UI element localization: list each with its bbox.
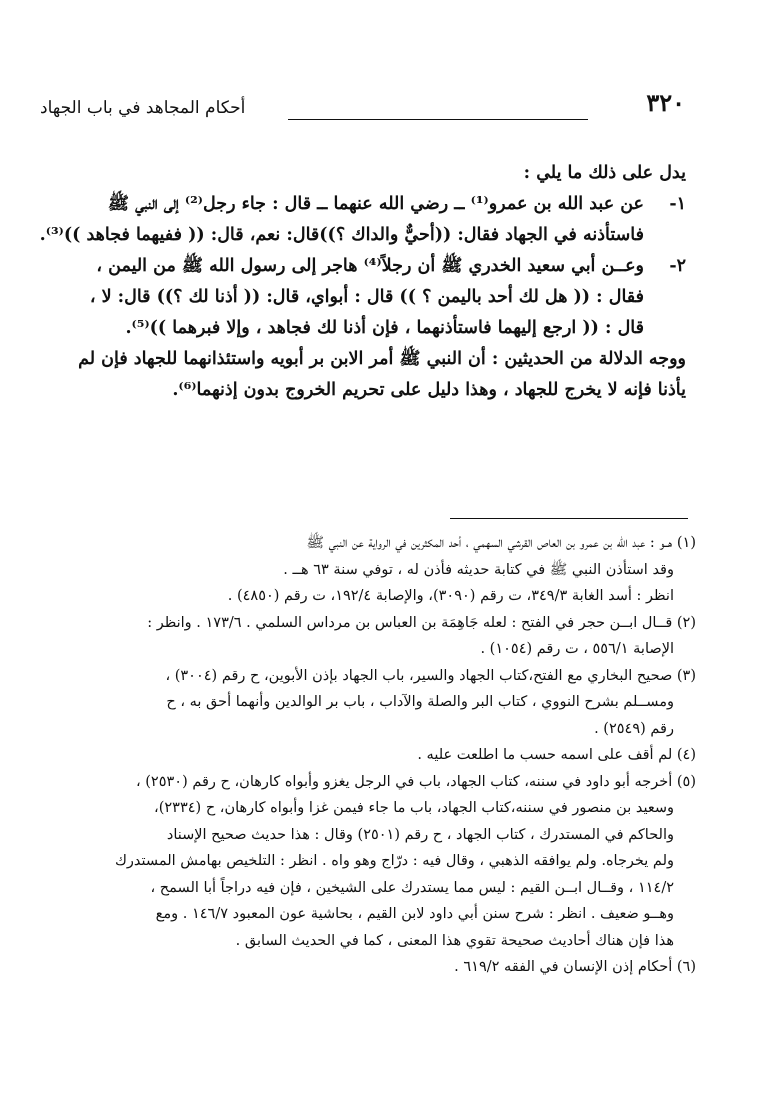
footnote-line: (٦) أحكام إذن الإنسان في الفقه ٦١٩/٢ .	[454, 959, 696, 975]
footnote	[44, 663, 696, 743]
item-line: فاستأذنه في الجهاد فقال: ((أحيٌّ والداك ؟))قال: نعم، قال: (( ففيهما فجاهد ))⁽³⁾.	[39, 225, 644, 245]
footnote-line: وسعيد بن منصور في سننه،كتاب الجهاد، باب ما جاء فيمن غزا وأبواه كارهان، ح (٢٣٣٤)،	[154, 800, 674, 816]
footnote-line: ولم يخرجاه. ولم يوافقه الذهبي ، وقال فيه : درّاج وهو واه . انظر : التلخيص بهامش المستدرك	[114, 853, 674, 869]
footnote-line: (١) هــو : عبد الله بن عمرو بن العاص القرشي السهمي ، أحد المكثرين في الرواية عن النبي ﷺ	[306, 535, 696, 551]
item-line: فقال : (( هل لك أحد باليمن ؟ )) قال : أبواي، قال: (( أذنا لك ؟)) قال: لا ،	[89, 287, 644, 307]
footnote-separator	[450, 518, 688, 519]
item-number: ١-	[669, 194, 686, 214]
page-number: ٣٢٠	[646, 88, 685, 117]
footnote-line: وقد استأذن النبي ﷺ في كتابة حديثه فأذن له ، توفي سنة ٦٣ هــ .	[283, 561, 674, 578]
item-line: قال : (( ارجع إليهما فاستأذنهما ، فإن أذنا لك فجاهد ، وإلا فبرهما ))⁽⁵⁾.	[125, 318, 644, 338]
footnote-line: (٣) صحيح البخاري مع الفتح،كتاب الجهاد والسير، باب الجهاد بإذن الأبوين، ح رقم (٣٠٠٤) ،	[165, 667, 696, 684]
footnote-line: هذا فإن هناك أحاديث صحيحة تقوي هذا المعنى ، كما في الحديث السابق .	[235, 932, 674, 949]
item-line: عن عبد الله بن عمرو⁽¹⁾ ــ رضي الله عنهما ــ قال : جاء رجل⁽²⁾ إلى النبي ﷺ	[107, 194, 644, 214]
item-number: ٢-	[669, 256, 686, 276]
item-line: وعــن أبي سعيد الخدري ﷺ أن رجلاً⁽⁴⁾ هاجر إلى رسول الله ﷺ من اليمن ،	[96, 256, 644, 276]
conclusion-line: يأذنا فإنه لا يخرج للجهاد ، وهذا دليل على تحريم الخروج بدون إذنهما⁽⁶⁾.	[172, 380, 686, 400]
footnote-line: ومســلم بشرح النووي ، كتاب البر والصلة والآداب ، باب بر الوالدين وأنهما أحق به ، ح	[166, 694, 674, 710]
footnote-line: (٢) قــال ابــن حجر في الفتح : لعله جَاهِمَة بن العباس بن مرداس السلمي . ١٧٣/٦ . وانظر :	[147, 614, 696, 631]
conclusion-line: ووجه الدلالة من الحديثين : أن النبي ﷺ أمر الابن بر أبويه واستئذانهما للجهاد فإن لم	[78, 349, 686, 369]
footnote	[44, 610, 696, 663]
main-text	[40, 158, 686, 406]
footnote-line: (٥) أخرجه أبو داود في سننه، كتاب الجهاد، باب في الرجل يغزو وأبواه كارهان، ح رقم (٢٥٣٠) ،	[135, 773, 696, 790]
evidence-item	[40, 189, 686, 251]
running-title: أحكام المجاهد في باب الجهاد	[40, 98, 246, 118]
evidence-item	[40, 251, 686, 344]
footnote	[44, 769, 696, 955]
footnote-line: انظر : أسد الغابة ٣٤٩/٣، ت رقم (٣٠٩٠)، والإصابة ١٩٢/٤، ت رقم (٤٨٥٠) .	[227, 588, 674, 604]
page-header	[40, 88, 685, 128]
footnote	[44, 742, 696, 769]
header-rule	[288, 119, 588, 120]
footnote	[44, 954, 696, 981]
intro-line: يدل على ذلك ما يلي :	[523, 163, 686, 183]
footnote-line: وهــو ضعيف . انظر : شرح سنن أبي داود لابن القيم ، بحاشية عون المعبود ١٤٦/٧ . ومع	[155, 906, 674, 922]
footnote-line: رقم (٢٥٤٩) .	[594, 720, 674, 737]
footnote-line: (٤) لم أقف على اسمه حسب ما اطلعت عليه .	[417, 747, 696, 763]
footnote-line: الإصابة ٥٥٦/١ ، ت رقم (١٠٥٤) .	[480, 641, 674, 657]
footnote	[44, 530, 696, 610]
footnote-line: والحاكم في المستدرك ، كتاب الجهاد ، ح رقم (٢٥٠١) وقال : هذا حديث صحيح الإسناد	[166, 826, 674, 843]
footnotes	[44, 530, 696, 981]
footnote-line: ١١٤/٢ ، وقــال ابــن القيم : ليس مما يستدرك على الشيخين ، فإن فيه دراجاً أبا السمح ،	[150, 879, 674, 896]
